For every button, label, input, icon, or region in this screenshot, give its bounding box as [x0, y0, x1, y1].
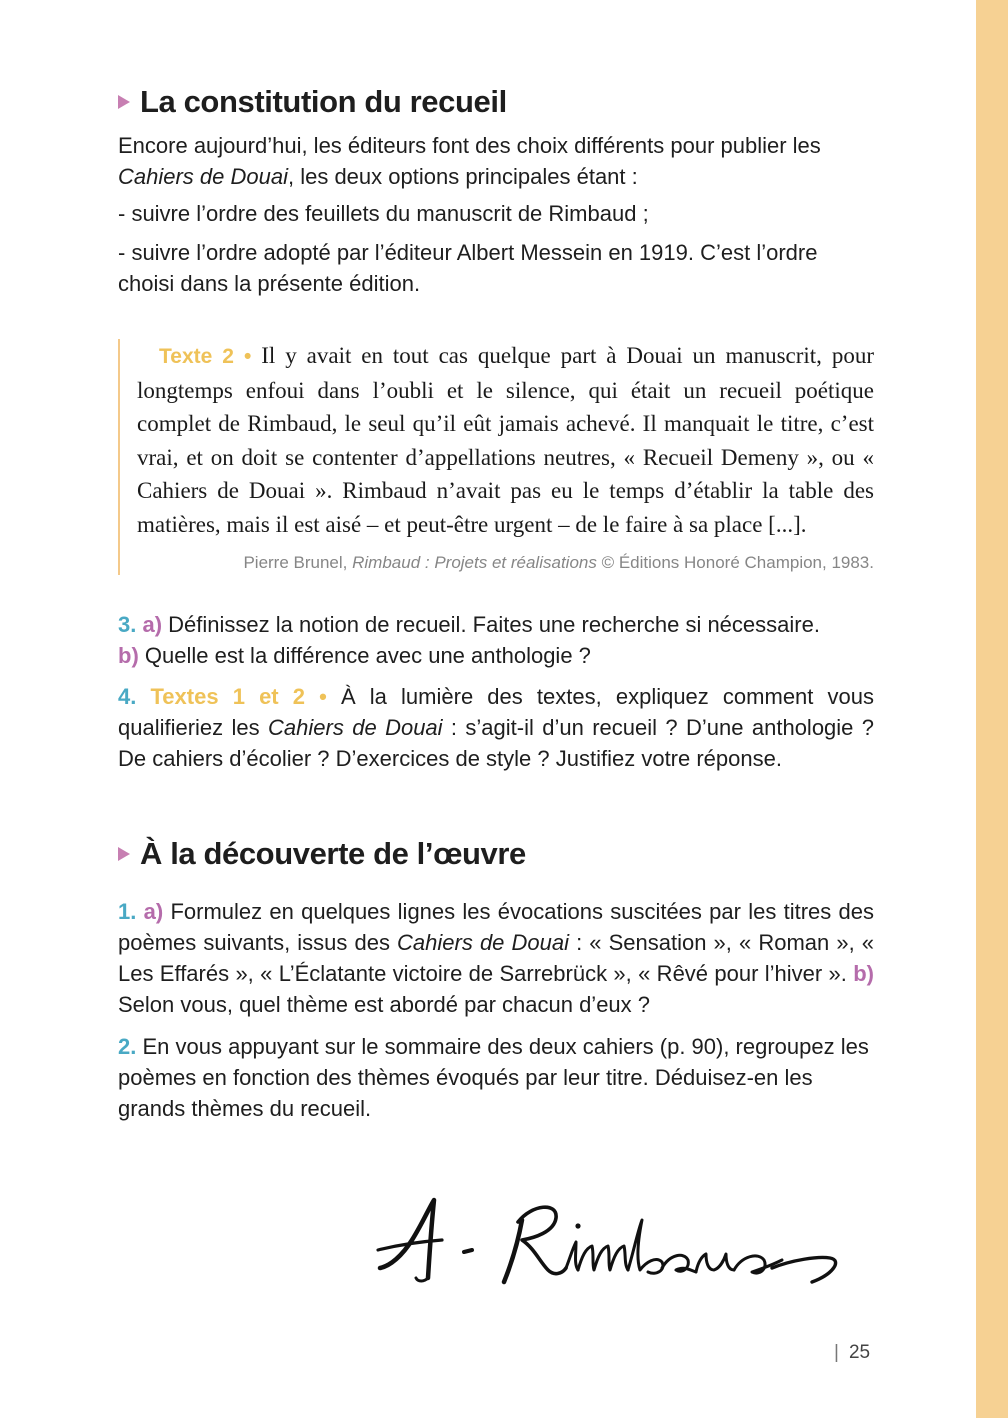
- question-label: Textes 1 et 2 •: [150, 684, 327, 709]
- option-1: - suivre l’ordre des feuillets du manuscrit de Rimbaud ;: [118, 201, 649, 226]
- section-title: La constitution du recueil: [140, 84, 507, 119]
- source-publisher: © Éditions Honoré Champion, 1983.: [596, 553, 874, 572]
- book-title-italic: Cahiers de Douai: [268, 715, 443, 740]
- question-2: [118, 1031, 874, 1124]
- triangle-bullet-icon: [118, 847, 130, 861]
- question-number: 2.: [118, 1034, 137, 1059]
- question-number: 1.: [118, 899, 137, 924]
- question-text: En vous appuyant sur le sommaire des deux cahiers (p. 90), regroupez les poèmes en fonction des thèmes évoqués par leur titre. Déduisez-en les grands thèmes du recueil.: [118, 1034, 869, 1121]
- source-title: Rimbaud : Projets et réalisations: [352, 553, 597, 572]
- section-heading-constitution: [118, 84, 874, 120]
- question-text: Définissez la notion de recueil. Faites une recherche si nécessaire.: [168, 612, 820, 637]
- quote-text: Il y avait en tout cas quelque part à Douai un manuscrit, pour longtemps enfoui dans l’oubli et le silence, qui était un recueil poétique complet de Rimbaud, le seul qu’il eût jamais achevé. Il manquait le titre, c’est vrai, et on doit se contenter d’appellations neutres, « Recueil Demeny », ou « Cahiers de Douai ». Rimbaud n’avait pas eu le temps d’établir la table des matières, mais il est aisé – et peut-être urgent – de le faire à sa place [...].: [137, 343, 874, 537]
- option-2: - suivre l’ordre adopté par l’éditeur Albert Messein en 1919. C’est l’ordre choisi dans la présente édition.: [118, 240, 818, 296]
- question-text-end: : « Sensation », « Roman », « Les Effarés », « L’Éclatante victoire de Sarrebrück », « Rêvé pour l’hiver ».: [118, 930, 875, 986]
- book-title-italic: Cahiers de Douai: [397, 930, 569, 955]
- page-number-separator: |: [834, 1342, 839, 1363]
- quote-source: [137, 551, 874, 575]
- source-author: Pierre Brunel,: [243, 553, 353, 572]
- intro-paragraph: [118, 130, 874, 192]
- question-number: 4.: [118, 684, 137, 709]
- page-number: [834, 1342, 870, 1364]
- page-content: [118, 84, 874, 1124]
- question-text: Formulez en quelques lignes les évocations suscitées par les titres des poèmes suivants, issus des: [118, 899, 874, 955]
- question-text: Quelle est la différence avec une anthologie ?: [144, 643, 591, 668]
- question-4: [118, 681, 874, 774]
- question-number: 3.: [118, 612, 137, 637]
- question-letter: b): [118, 643, 139, 668]
- question-1: [118, 896, 874, 1020]
- question-letter: b): [853, 961, 874, 986]
- section-heading-decouverte: [118, 836, 874, 872]
- quote-paragraph: [137, 339, 874, 541]
- intro-text: Encore aujourd’hui, les éditeurs font des choix différents pour publier les: [118, 133, 821, 158]
- quote-label: Texte 2 •: [159, 345, 252, 368]
- book-title-italic: Cahiers de Douai: [118, 164, 288, 189]
- side-color-band: [976, 0, 1008, 1418]
- question-text: À la lumière des textes, expliquez comment vous qualifieriez les: [118, 684, 874, 740]
- question-letter: a): [143, 899, 164, 924]
- question-letter: a): [142, 612, 163, 637]
- rimbaud-signature: [372, 1190, 872, 1300]
- page-number-value: 25: [848, 1342, 871, 1363]
- question-text-end: : s’agit-il d’un recueil ? D’une anthologie ? De cahiers d’écolier ? D’exercices de style ? Justifiez votre réponse.: [118, 715, 875, 771]
- triangle-bullet-icon: [118, 95, 130, 109]
- intro-text-end: , les deux options principales étant :: [287, 164, 638, 189]
- section-title: À la découverte de l’œuvre: [140, 836, 526, 871]
- question-text: Selon vous, quel thème est abordé par chacun d’eux ?: [118, 992, 651, 1017]
- quote-block: [118, 339, 874, 575]
- question-3: [118, 609, 874, 671]
